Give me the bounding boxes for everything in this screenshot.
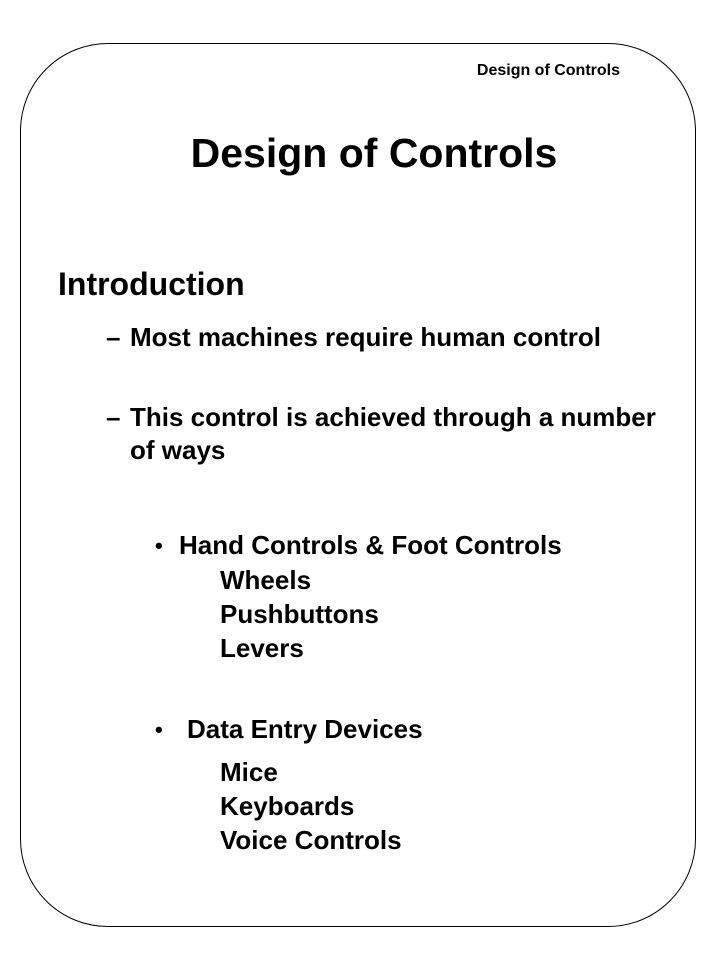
sub-item: Pushbuttons (220, 599, 379, 629)
sub-item: Levers (220, 633, 304, 663)
dash-item (106, 321, 666, 354)
section-heading: Introduction (58, 266, 245, 302)
sub-list-devices (220, 755, 402, 857)
slide-title: Design of Controls (190, 130, 558, 176)
sub-list-controls (220, 563, 379, 665)
sub-item: Keyboards (220, 791, 355, 821)
bullet-marker: • (155, 533, 163, 558)
sub-item: Voice Controls (220, 825, 402, 855)
dash-item-text: Most machines require human control (130, 322, 601, 352)
slide-header-label: Design of Controls (476, 62, 620, 79)
dash-marker: – (106, 322, 121, 352)
sub-item: Mice (220, 757, 278, 787)
bullet-label: Hand Controls & Foot Controls (179, 530, 562, 560)
dash-item (106, 401, 666, 467)
sub-item: Wheels (220, 565, 312, 595)
dash-item-text: This control is achieved through a number of ways (130, 402, 656, 465)
bullet-label: Data Entry Devices (187, 714, 423, 744)
bullet-marker: • (155, 717, 163, 742)
dash-marker: – (106, 402, 121, 432)
